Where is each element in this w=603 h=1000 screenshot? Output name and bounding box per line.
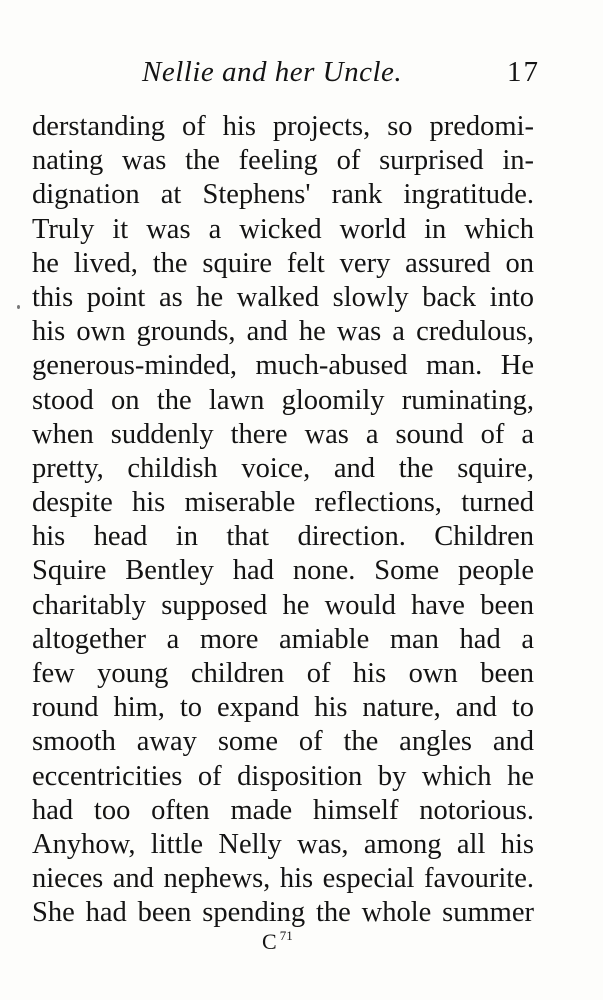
ink-speck (17, 305, 20, 309)
text-line: pretty, childish voice, and the squire, (32, 452, 534, 484)
text-line: this point as he walked slowly back into (32, 281, 534, 313)
text-line: eccentricities of disposition by which he (32, 760, 534, 792)
text-line: when suddenly there was a sound of a (32, 418, 534, 450)
signature-letter: C (262, 929, 277, 954)
text-line: Anyhow, little Nelly was, among all his (32, 828, 534, 860)
text-line: charitably supposed he would have been (32, 589, 534, 621)
text-line: few young children of his own been (32, 658, 534, 689)
text-line: derstanding of his projects, so predomi- (32, 111, 534, 142)
running-title: Nellie and her Uncle. (142, 56, 403, 88)
text-line: Truly it was a wicked world in which (32, 213, 534, 245)
text-line: nieces and nephews, his especial favourite. (32, 863, 534, 895)
text-line: generous-minded, much-abused man. He (32, 350, 534, 382)
text-line: despite his miserable reflections, turned (32, 487, 534, 519)
text-line: had too often made himself notorious. (32, 794, 534, 826)
printer-signature (262, 928, 293, 955)
text-line: his own grounds, and he was a credulous, (32, 316, 534, 348)
body-text (32, 110, 534, 931)
text-line: dignation at Stephens' rank ingratitude. (32, 179, 534, 211)
text-line: smooth away some of the angles and (32, 726, 534, 758)
page-number: 17 (507, 56, 540, 88)
text-line: round him, to expand his nature, and to (32, 692, 534, 724)
running-head (32, 56, 540, 96)
text-line: stood on the lawn gloomily ruminating, (32, 384, 534, 416)
signature-number: 71 (279, 928, 293, 943)
text-line: She had been spending the whole summer (32, 897, 534, 929)
text-line: nating was the feeling of surprised in- (32, 145, 534, 177)
text-line: altogether a more amiable man had a (32, 623, 534, 655)
text-line: his head in that direction. Children (32, 521, 534, 553)
text-line: Squire Bentley had none. Some people (32, 555, 534, 587)
text-line: he lived, the squire felt very assured on (32, 247, 534, 279)
